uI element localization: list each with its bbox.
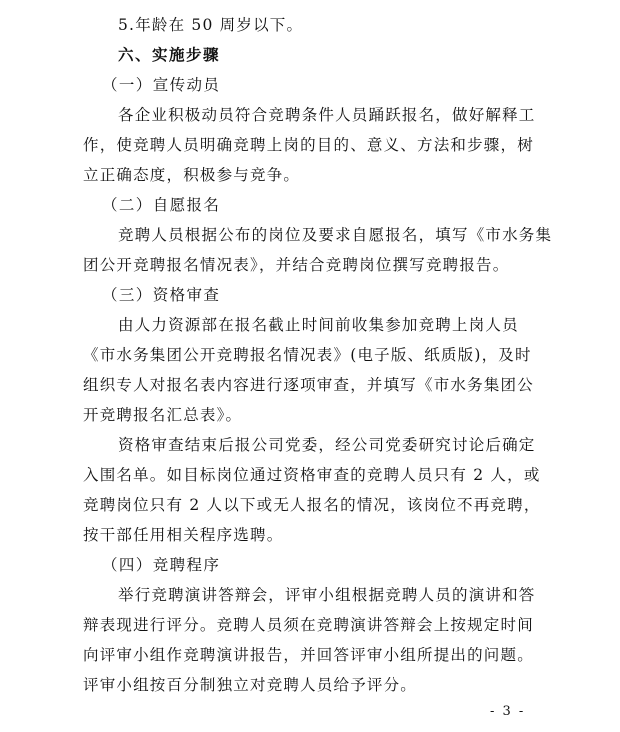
paragraph-line: 竞聘人员根据公布的岗位及要求自愿报名，填写《市水务集 bbox=[118, 226, 553, 244]
section-heading-implementation-steps: 六、实施步骤 bbox=[118, 46, 221, 64]
paragraph-line: 竞聘岗位只有 2 人以下或无人报名的情况，该岗位不再竞聘， bbox=[83, 496, 541, 514]
paragraph-line: 开竞聘报名汇总表》。 bbox=[83, 406, 243, 424]
paragraph-line: 辩表现进行评分。竞聘人员须在竞聘演讲答辩会上按规定时间 bbox=[83, 616, 534, 634]
paragraph-line: 立正确态度，积极参与竞争。 bbox=[83, 166, 301, 184]
paragraph-line: 向评审小组作竞聘演讲报告，并回答评审小组所提出的问题。 bbox=[83, 646, 534, 664]
paragraph-line: 按干部任用相关程序选聘。 bbox=[83, 526, 284, 544]
paragraph-line: 资格审查结束后报公司党委，经公司党委研究讨论后确定 bbox=[118, 436, 536, 454]
paragraph-line: 入围名单。如目标岗位通过资格审查的竞聘人员只有 2 人，或 bbox=[83, 466, 541, 484]
paragraph-line: 评审小组按百分制独立对竞聘人员给予评分。 bbox=[83, 676, 418, 694]
paragraph-line: 团公开竞聘报名情况表》，并结合竞聘岗位撰写竞聘报告。 bbox=[83, 256, 510, 274]
paragraph-line: 组织专人对报名表内容进行逐项审查，并填写《市水务集团公 bbox=[83, 376, 534, 394]
paragraph-line: 各企业积极动员符合竞聘条件人员踊跃报名，做好解释工 bbox=[118, 106, 536, 124]
paragraph-line: 作，使竞聘人员明确竞聘上岗的目的、意义、方法和步骤，树 bbox=[83, 136, 534, 154]
eligibility-age-item: 5.年龄在 50 周岁以下。 bbox=[118, 16, 304, 34]
page-number: - 3 - bbox=[490, 704, 526, 719]
subsection-heading-qualification-review: （三）资格审查 bbox=[102, 286, 221, 304]
subsection-heading-procedure: （四）竞聘程序 bbox=[102, 556, 221, 574]
subsection-heading-registration: （二）自愿报名 bbox=[102, 196, 221, 214]
paragraph-line: 举行竞聘演讲答辩会，评审小组根据竞聘人员的演讲和答 bbox=[118, 586, 536, 604]
paragraph-line: 《市水务集团公开竞聘报名情况表》(电子版、纸质版)，及时 bbox=[83, 346, 532, 364]
paragraph-line: 由人力资源部在报名截止时间前收集参加竞聘上岗人员 bbox=[118, 316, 519, 334]
subsection-heading-publicity: （一）宣传动员 bbox=[102, 76, 221, 94]
